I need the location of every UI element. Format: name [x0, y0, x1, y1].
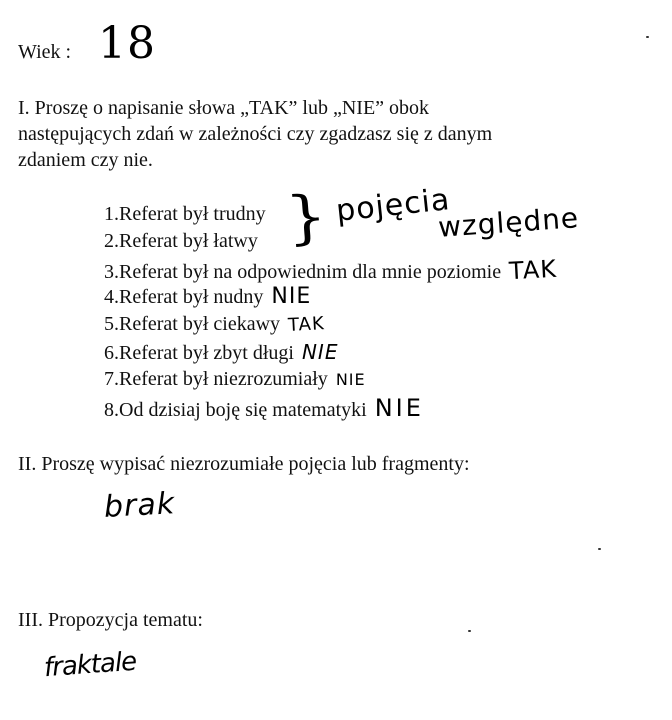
handwritten-brace: }: [283, 183, 330, 253]
question-row-8: [104, 394, 424, 422]
section1-intro-line-1: I. Proszę o napisanie słowa „TAK” lub „NIE” obok: [18, 97, 430, 119]
section2-heading: II. Proszę wypisać niezrozumiałe pojęcia lub fragmenty:: [18, 453, 470, 475]
handwritten-note-relative: względne: [437, 201, 581, 244]
question-row-6: [104, 340, 338, 368]
answer-item-7: NIE: [335, 370, 366, 389]
question-row-4: [104, 284, 311, 312]
question-row-7: [104, 367, 366, 395]
scan-speck: [468, 630, 471, 632]
age-label: Wiek :: [18, 41, 72, 63]
question-item-5: 5.Referat był ciekawy: [104, 313, 281, 335]
question-item-7: 7.Referat był niezrozumiały: [104, 368, 328, 390]
question-row-5: [104, 312, 325, 340]
question-item-6: 6.Referat był zbyt długi: [104, 342, 294, 364]
answer-item-8: NIE: [374, 394, 424, 422]
section3-answer-handwritten: fraktale: [43, 646, 138, 684]
section1-intro-line-2: następujących zdań w zależności czy zgadzasz się z danym: [18, 123, 493, 145]
question-row-3: [104, 256, 557, 284]
section1-intro-line-3: zdaniem czy nie.: [18, 149, 153, 171]
section2-answer-handwritten: brak: [103, 486, 177, 525]
age-value-handwritten: 18: [98, 18, 156, 69]
scan-speck: [646, 36, 649, 38]
handwritten-note-concepts: pojęcia: [334, 182, 452, 229]
question-item-3: 3.Referat był na odpowiednim dla mnie poziomie: [104, 261, 502, 283]
scan-speck: [598, 548, 601, 550]
question-item-1: 1.Referat był trudny: [104, 203, 266, 225]
question-item-2: 2.Referat był łatwy: [104, 230, 258, 252]
question-item-4: 4.Referat był nudny: [104, 286, 264, 308]
answer-item-5: TAK: [287, 313, 326, 336]
answer-item-3: TAK: [508, 254, 558, 286]
answer-item-4: NIE: [271, 284, 312, 309]
question-item-8: 8.Od dzisiaj boję się matematyki: [104, 399, 367, 421]
answer-item-6: NIE: [301, 340, 339, 364]
section3-heading: III. Propozycja tematu:: [18, 609, 203, 631]
